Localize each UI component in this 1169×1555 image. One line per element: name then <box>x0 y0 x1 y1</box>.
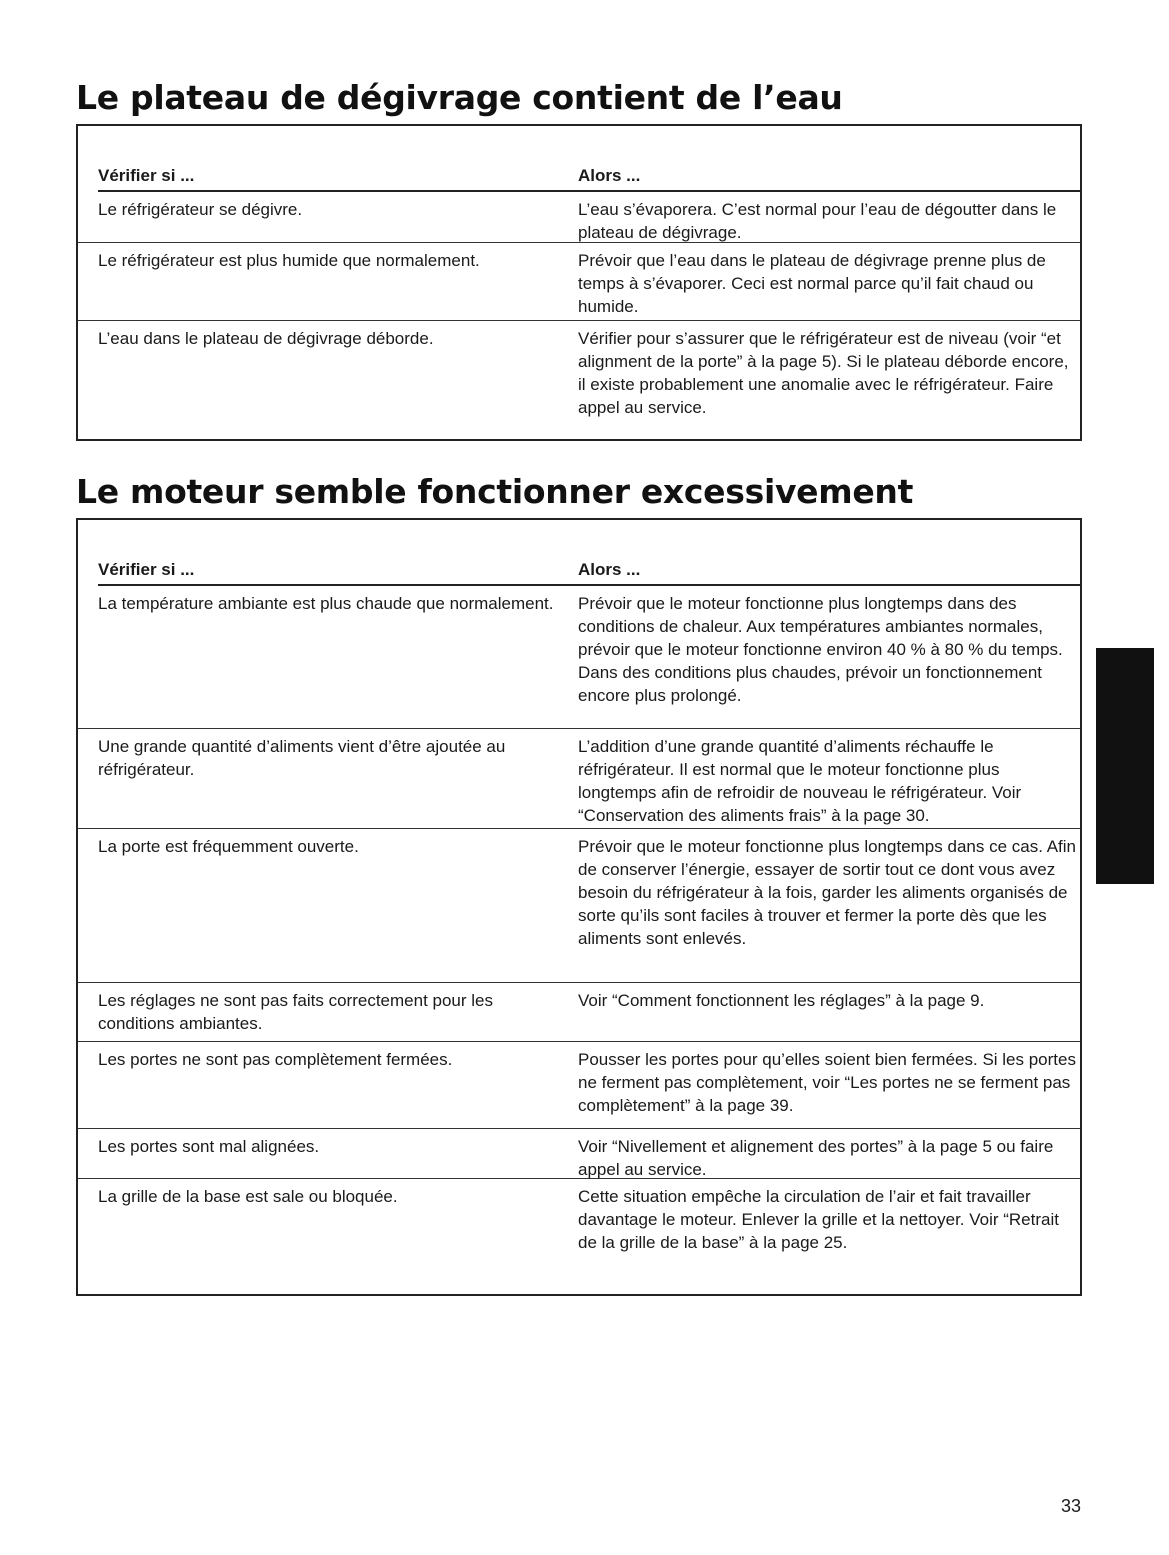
row-check: Le réfrigérateur est plus humide que normalement. <box>98 251 480 270</box>
row-check: La porte est fréquemment ouverte. <box>98 837 359 856</box>
header-check: Vérifier si ... <box>98 560 195 579</box>
row-then: Prévoir que le moteur fonctionne plus longtemps dans des conditions de chaleur. Aux températures ambiantes normales, prévoir que le moteur fonctionne environ 40 % à 80 % du temps. Dans des conditions plus chaudes, prévoir un fonctionnement encore plus prolongé. <box>578 594 1063 705</box>
section-title-defrost-pan: Le plateau de dégivrage contient de l’eau <box>76 78 843 117</box>
row-then: Prévoir que l’eau dans le plateau de dégivrage prenne plus de temps à s’évaporer. Ceci est normal parce qu’il fait chaud ou humide. <box>578 251 1046 316</box>
page-number: 33 <box>1061 1496 1082 1516</box>
header-then: Alors ... <box>578 166 641 185</box>
table-row <box>78 729 1080 829</box>
row-check: La température ambiante est plus chaude que normalement. <box>98 594 554 613</box>
motor-table <box>76 518 1082 1296</box>
table-row <box>78 1179 1080 1294</box>
table-header <box>98 556 1080 586</box>
table-row <box>78 243 1080 321</box>
section-title-motor: Le moteur semble fonctionner excessivement <box>76 472 914 511</box>
side-tab-marker <box>1096 648 1154 884</box>
table-row <box>78 321 1080 439</box>
row-then: L’eau s’évaporera. C’est normal pour l’eau de dégoutter dans le plateau de dégivrage. <box>578 200 1057 242</box>
row-check: Les portes sont mal alignées. <box>98 1137 320 1156</box>
header-then: Alors ... <box>578 560 641 579</box>
row-then: L’addition d’une grande quantité d’aliments réchauffe le réfrigérateur. Il est normal que le moteur fonctionne plus longtemps afin de refroidir de nouveau le réfrigérateur. Voir “Conservation des aliments frais” à la page 30. <box>578 737 1022 825</box>
table-row <box>78 829 1080 983</box>
header-check: Vérifier si ... <box>98 166 195 185</box>
row-then: Vérifier pour s’assurer que le réfrigérateur est de niveau (voir “et alignment de la porte” à la page 5). Si le plateau déborde encore, il existe probablement une anomalie avec le réfrigérateur. Faire appel au service. <box>578 329 1069 417</box>
row-then: Voir “Nivellement et alignement des portes” à la page 5 ou faire appel au service. <box>578 1137 1054 1179</box>
row-check: La grille de la base est sale ou bloquée. <box>98 1187 398 1206</box>
table-row <box>78 192 1080 243</box>
row-check: Une grande quantité d’aliments vient d’être ajoutée au réfrigérateur. <box>98 737 506 779</box>
table-header <box>98 162 1080 192</box>
row-then: Voir “Comment fonctionnent les réglages” à la page 9. <box>578 991 985 1010</box>
row-then: Pousser les portes pour qu’elles soient bien fermées. Si les portes ne ferment pas complètement, voir “Les portes ne se ferment pas complètement” à la page 39. <box>578 1050 1076 1115</box>
row-then: Prévoir que le moteur fonctionne plus longtemps dans ce cas. Afin de conserver l’énergie, essayer de sortir tout ce dont vous avez besoin du réfrigérateur à la fois, garder les aliments organisés de sorte qu’ils sont faciles à trouver et fermer la porte dès que les aliments sont enlevés. <box>578 837 1077 948</box>
row-then: Cette situation empêche la circulation de l’air et fait travailler davantage le moteur. Enlever la grille et la nettoyer. Voir “Retrait de la grille de la base” à la page 25. <box>578 1187 1059 1252</box>
table-row <box>78 586 1080 729</box>
defrost-pan-table <box>76 124 1082 441</box>
row-check: Les portes ne sont pas complètement fermées. <box>98 1050 453 1069</box>
row-check: Le réfrigérateur se dégivre. <box>98 200 303 219</box>
table-row <box>78 1042 1080 1129</box>
row-check: Les réglages ne sont pas faits correctement pour les conditions ambiantes. <box>98 991 493 1033</box>
row-check: L’eau dans le plateau de dégivrage déborde. <box>98 329 434 348</box>
table-row <box>78 1129 1080 1179</box>
table-row <box>78 983 1080 1042</box>
